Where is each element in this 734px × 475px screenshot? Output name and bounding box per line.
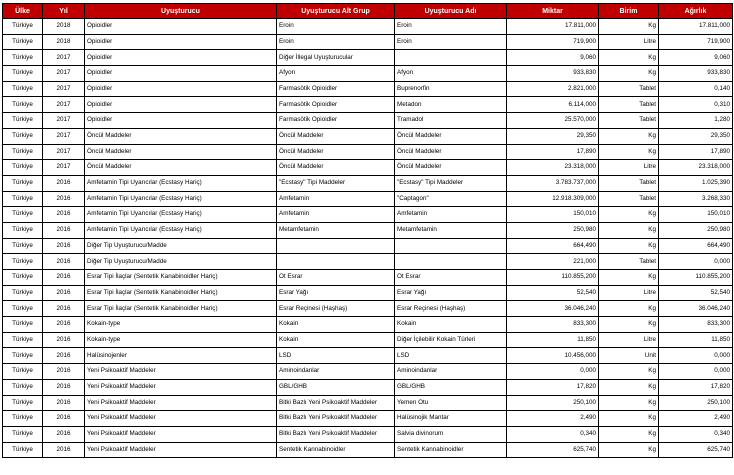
table-row[interactable] (3, 66, 733, 82)
drug-name-cell[interactable]: Öncül Maddeler (395, 128, 507, 144)
table-row[interactable] (3, 175, 733, 191)
drug-name-cell[interactable]: Aminoindanlar (395, 364, 507, 380)
weight-cell[interactable]: 3.268,330 (659, 191, 733, 207)
drug-name-cell[interactable]: Eroin (395, 19, 507, 35)
unit-cell[interactable]: Tablet (599, 81, 659, 97)
drug-subgroup-cell[interactable] (277, 254, 395, 270)
table-row[interactable] (3, 395, 733, 411)
quantity-cell[interactable]: 2,490 (507, 411, 599, 427)
drug-subgroup-cell[interactable]: Öncül Maddeler (277, 160, 395, 176)
year-cell[interactable]: 2016 (43, 270, 85, 286)
drug-subgroup-cell[interactable]: Bitki Bazlı Yeni Psikoaktif Maddeler (277, 395, 395, 411)
drug-name-cell[interactable]: Esrar Reçinesi (Haşhaş) (395, 301, 507, 317)
drug-name-cell[interactable]: Öncül Maddeler (395, 160, 507, 176)
drug-cell[interactable]: Yeni Psikoaktif Maddeler (85, 426, 277, 442)
weight-cell[interactable]: 250,980 (659, 222, 733, 238)
table-row[interactable] (3, 34, 733, 50)
drug-name-cell[interactable] (395, 50, 507, 66)
drug-cell[interactable]: Yeni Psikoaktif Maddeler (85, 442, 277, 458)
weight-cell[interactable]: 150,010 (659, 207, 733, 223)
year-cell[interactable]: 2016 (43, 207, 85, 223)
country-cell[interactable]: Türkiye (3, 395, 43, 411)
drug-cell[interactable]: Opioidler (85, 50, 277, 66)
year-cell[interactable]: 2017 (43, 128, 85, 144)
unit-cell[interactable]: Tablet (599, 113, 659, 129)
quantity-cell[interactable]: 25.570,000 (507, 113, 599, 129)
unit-cell[interactable]: Kg (599, 128, 659, 144)
unit-cell[interactable]: Kg (599, 50, 659, 66)
unit-cell[interactable]: Kg (599, 411, 659, 427)
table-row[interactable] (3, 332, 733, 348)
drug-name-cell[interactable] (395, 238, 507, 254)
quantity-cell[interactable]: 23.318,000 (507, 160, 599, 176)
table-row[interactable] (3, 50, 733, 66)
table-row[interactable] (3, 113, 733, 129)
drug-cell[interactable]: Amfetamin Tipi Uyarıcılar (Ecstasy Hariç) (85, 222, 277, 238)
table-row[interactable] (3, 364, 733, 380)
drug-subgroup-cell[interactable]: GBL/GHB (277, 379, 395, 395)
weight-cell[interactable]: 17,820 (659, 379, 733, 395)
year-cell[interactable]: 2016 (43, 301, 85, 317)
table-row[interactable] (3, 191, 733, 207)
table-body (3, 19, 733, 458)
drug-subgroup-cell[interactable]: Ot Esrar (277, 270, 395, 286)
year-cell[interactable]: 2016 (43, 285, 85, 301)
column-header-unit[interactable]: Birim (599, 4, 659, 19)
drug-cell[interactable]: Esrar Tipi İlaçlar (Sentetik Kanabinoidler Hariç) (85, 301, 277, 317)
table-row[interactable] (3, 128, 733, 144)
column-header-drug[interactable]: Uyuşturucu (85, 4, 277, 19)
weight-cell[interactable]: 0,000 (659, 254, 733, 270)
unit-cell[interactable]: Litre (599, 285, 659, 301)
drug-seizure-sheet (2, 3, 732, 458)
unit-cell[interactable]: Kg (599, 426, 659, 442)
weight-cell[interactable]: 1.025,390 (659, 175, 733, 191)
weight-cell[interactable]: 17,890 (659, 144, 733, 160)
drug-subgroup-cell[interactable]: Sentetik Kannabinoidler (277, 442, 395, 458)
table-row[interactable] (3, 442, 733, 458)
year-cell[interactable]: 2016 (43, 364, 85, 380)
year-cell[interactable]: 2016 (43, 411, 85, 427)
unit-cell[interactable]: Kg (599, 238, 659, 254)
table-row[interactable] (3, 97, 733, 113)
drug-cell[interactable]: Kokain-type (85, 317, 277, 333)
country-cell[interactable]: Türkiye (3, 379, 43, 395)
country-cell[interactable]: Türkiye (3, 285, 43, 301)
drug-name-cell[interactable]: Yemen Otu (395, 395, 507, 411)
drug-cell[interactable]: Amfetamin Tipi Uyarıcılar (Ecstasy Hariç) (85, 175, 277, 191)
country-cell[interactable]: Türkiye (3, 175, 43, 191)
unit-cell[interactable]: Kg (599, 442, 659, 458)
country-cell[interactable]: Türkiye (3, 191, 43, 207)
country-cell[interactable]: Türkiye (3, 332, 43, 348)
quantity-cell[interactable]: 0,340 (507, 426, 599, 442)
drug-name-cell[interactable]: Sentetik Kannabinoidler (395, 442, 507, 458)
quantity-cell[interactable]: 150,010 (507, 207, 599, 223)
country-cell[interactable]: Türkiye (3, 238, 43, 254)
drug-subgroup-cell[interactable]: Amfetamin (277, 191, 395, 207)
unit-cell[interactable]: Tablet (599, 254, 659, 270)
column-header-year[interactable]: Yıl (43, 4, 85, 19)
drug-name-cell[interactable]: Metadon (395, 97, 507, 113)
weight-cell[interactable]: 29,350 (659, 128, 733, 144)
weight-cell[interactable]: 52,540 (659, 285, 733, 301)
weight-cell[interactable]: 719,900 (659, 34, 733, 50)
unit-cell[interactable]: Kg (599, 395, 659, 411)
unit-cell[interactable]: Kg (599, 19, 659, 35)
drug-name-cell[interactable] (395, 254, 507, 270)
drug-cell[interactable]: Öncül Maddeler (85, 144, 277, 160)
header-row (3, 4, 733, 19)
year-cell[interactable]: 2017 (43, 66, 85, 82)
column-header-quantity[interactable]: Miktar (507, 4, 599, 19)
table-row[interactable] (3, 238, 733, 254)
column-header-country[interactable]: Ülke (3, 4, 43, 19)
unit-cell[interactable]: Kg (599, 207, 659, 223)
quantity-cell[interactable]: 719,900 (507, 34, 599, 50)
unit-cell[interactable]: Tablet (599, 97, 659, 113)
year-cell[interactable]: 2016 (43, 175, 85, 191)
table-row[interactable] (3, 411, 733, 427)
country-cell[interactable]: Türkiye (3, 426, 43, 442)
quantity-cell[interactable]: 36.046,240 (507, 301, 599, 317)
weight-cell[interactable]: 250,100 (659, 395, 733, 411)
quantity-cell[interactable]: 9,060 (507, 50, 599, 66)
unit-cell[interactable]: Kg (599, 144, 659, 160)
year-cell[interactable]: 2016 (43, 348, 85, 364)
weight-cell[interactable]: 0,340 (659, 426, 733, 442)
country-cell[interactable]: Türkiye (3, 442, 43, 458)
quantity-cell[interactable]: 664,490 (507, 238, 599, 254)
quantity-cell[interactable]: 17.811,000 (507, 19, 599, 35)
weight-cell[interactable]: 625,740 (659, 442, 733, 458)
table-row[interactable] (3, 285, 733, 301)
drug-subgroup-cell[interactable]: Esrar Reçinesi (Haşhaş) (277, 301, 395, 317)
table-row[interactable] (3, 160, 733, 176)
country-cell[interactable]: Türkiye (3, 222, 43, 238)
drug-name-cell[interactable]: Kokain (395, 317, 507, 333)
table-row[interactable] (3, 222, 733, 238)
drug-name-cell[interactable]: Buprenorfin (395, 81, 507, 97)
weight-cell[interactable]: 664,490 (659, 238, 733, 254)
quantity-cell[interactable]: 6.114,000 (507, 97, 599, 113)
unit-cell[interactable]: Unit (599, 348, 659, 364)
unit-cell[interactable]: Kg (599, 364, 659, 380)
drug-cell[interactable]: Diğer Tip Uyuşturucu/Madde (85, 254, 277, 270)
year-cell[interactable]: 2017 (43, 50, 85, 66)
year-cell[interactable]: 2016 (43, 254, 85, 270)
table-row[interactable] (3, 254, 733, 270)
drug-name-cell[interactable]: Tramadol (395, 113, 507, 129)
weight-cell[interactable]: 2,490 (659, 411, 733, 427)
year-cell[interactable]: 2016 (43, 332, 85, 348)
drug-cell[interactable]: Yeni Psikoaktif Maddeler (85, 395, 277, 411)
country-cell[interactable]: Türkiye (3, 81, 43, 97)
quantity-cell[interactable]: 933,830 (507, 66, 599, 82)
drug-subgroup-cell[interactable]: Öncül Maddeler (277, 144, 395, 160)
weight-cell[interactable]: 110.855,200 (659, 270, 733, 286)
table-row[interactable] (3, 19, 733, 35)
drug-cell[interactable]: Yeni Psikoaktif Maddeler (85, 364, 277, 380)
drug-cell[interactable]: Opioidler (85, 81, 277, 97)
column-header-drug-subgroup[interactable]: Uyuşturucu Alt Grup (277, 4, 395, 19)
year-cell[interactable]: 2016 (43, 426, 85, 442)
drug-cell[interactable]: Opioidler (85, 113, 277, 129)
quantity-cell[interactable]: 250,100 (507, 395, 599, 411)
quantity-cell[interactable]: 10.456,000 (507, 348, 599, 364)
country-cell[interactable]: Türkiye (3, 348, 43, 364)
unit-cell[interactable]: Kg (599, 317, 659, 333)
year-cell[interactable]: 2017 (43, 97, 85, 113)
country-cell[interactable]: Türkiye (3, 254, 43, 270)
seizure-table (2, 3, 733, 458)
year-cell[interactable]: 2016 (43, 222, 85, 238)
year-cell[interactable]: 2017 (43, 160, 85, 176)
country-cell[interactable]: Türkiye (3, 364, 43, 380)
drug-subgroup-cell[interactable]: Amfetamin (277, 207, 395, 223)
year-cell[interactable]: 2017 (43, 144, 85, 160)
drug-name-cell[interactable]: GBL/GHB (395, 379, 507, 395)
weight-cell[interactable]: 933,830 (659, 66, 733, 82)
table-row[interactable] (3, 317, 733, 333)
table-row[interactable] (3, 348, 733, 364)
drug-cell[interactable]: Opioidler (85, 34, 277, 50)
unit-cell[interactable]: Kg (599, 301, 659, 317)
drug-subgroup-cell[interactable]: Diğer İllegal Uyuşturucular (277, 50, 395, 66)
drug-name-cell[interactable]: Ot Esrar (395, 270, 507, 286)
quantity-cell[interactable]: 3.783.737,000 (507, 175, 599, 191)
quantity-cell[interactable]: 833,300 (507, 317, 599, 333)
column-header-weight[interactable]: Ağırlık (659, 4, 733, 19)
weight-cell[interactable]: 0,140 (659, 81, 733, 97)
country-cell[interactable]: Türkiye (3, 411, 43, 427)
weight-cell[interactable]: 0,000 (659, 348, 733, 364)
table-row[interactable] (3, 270, 733, 286)
country-cell[interactable]: Türkiye (3, 128, 43, 144)
table-row[interactable] (3, 81, 733, 97)
drug-cell[interactable]: Opioidler (85, 19, 277, 35)
weight-cell[interactable]: 9,060 (659, 50, 733, 66)
quantity-cell[interactable]: 29,350 (507, 128, 599, 144)
drug-cell[interactable]: Amfetamin Tipi Uyarıcılar (Ecstasy Hariç) (85, 207, 277, 223)
drug-cell[interactable]: Yeni Psikoaktif Maddeler (85, 379, 277, 395)
unit-cell[interactable]: Kg (599, 222, 659, 238)
country-cell[interactable]: Türkiye (3, 66, 43, 82)
drug-cell[interactable]: Öncül Maddeler (85, 160, 277, 176)
year-cell[interactable]: 2016 (43, 191, 85, 207)
country-cell[interactable]: Türkiye (3, 97, 43, 113)
weight-cell[interactable]: 0,000 (659, 364, 733, 380)
drug-cell[interactable]: Diğer Tip Uyuşturucu/Madde (85, 238, 277, 254)
unit-cell[interactable]: Litre (599, 332, 659, 348)
quantity-cell[interactable]: 110.855,200 (507, 270, 599, 286)
drug-subgroup-cell[interactable]: "Ecstasy" Tipi Maddeler (277, 175, 395, 191)
drug-cell[interactable]: Amfetamin Tipi Uyarıcılar (Ecstasy Hariç) (85, 191, 277, 207)
drug-cell[interactable]: Öncül Maddeler (85, 128, 277, 144)
country-cell[interactable]: Türkiye (3, 34, 43, 50)
country-cell[interactable]: Türkiye (3, 301, 43, 317)
year-cell[interactable]: 2018 (43, 34, 85, 50)
drug-subgroup-cell[interactable]: Farmasötik Opioidler (277, 81, 395, 97)
country-cell[interactable]: Türkiye (3, 19, 43, 35)
drug-name-cell[interactable]: Amfetamin (395, 207, 507, 223)
drug-subgroup-cell[interactable]: Eroin (277, 34, 395, 50)
weight-cell[interactable]: 36.046,240 (659, 301, 733, 317)
drug-subgroup-cell[interactable]: Farmasötik Opioidler (277, 97, 395, 113)
drug-subgroup-cell[interactable]: Aminoindanlar (277, 364, 395, 380)
drug-cell[interactable]: Esrar Tipi İlaçlar (Sentetik Kanabinoidler Hariç) (85, 285, 277, 301)
year-cell[interactable]: 2017 (43, 113, 85, 129)
weight-cell[interactable]: 0,310 (659, 97, 733, 113)
drug-name-cell[interactable]: "Ecstasy" Tipi Maddeler (395, 175, 507, 191)
drug-subgroup-cell[interactable]: Öncül Maddeler (277, 128, 395, 144)
drug-name-cell[interactable]: Metamfetamin (395, 222, 507, 238)
weight-cell[interactable]: 833,300 (659, 317, 733, 333)
quantity-cell[interactable]: 250,980 (507, 222, 599, 238)
quantity-cell[interactable]: 221,000 (507, 254, 599, 270)
quantity-cell[interactable]: 52,540 (507, 285, 599, 301)
year-cell[interactable]: 2018 (43, 19, 85, 35)
year-cell[interactable]: 2017 (43, 81, 85, 97)
drug-subgroup-cell[interactable]: Kokain (277, 332, 395, 348)
drug-name-cell[interactable]: LSD (395, 348, 507, 364)
unit-cell[interactable]: Kg (599, 379, 659, 395)
drug-subgroup-cell[interactable]: Kokain (277, 317, 395, 333)
drug-subgroup-cell[interactable]: Bitki Bazlı Yeni Psikoaktif Maddeler (277, 411, 395, 427)
drug-subgroup-cell[interactable]: LSD (277, 348, 395, 364)
table-row[interactable] (3, 379, 733, 395)
table-row[interactable] (3, 426, 733, 442)
drug-subgroup-cell[interactable]: Eroin (277, 19, 395, 35)
weight-cell[interactable]: 1,280 (659, 113, 733, 129)
quantity-cell[interactable]: 0,000 (507, 364, 599, 380)
unit-cell[interactable]: Tablet (599, 191, 659, 207)
year-cell[interactable]: 2016 (43, 395, 85, 411)
drug-subgroup-cell[interactable]: Farmasötik Opioidler (277, 113, 395, 129)
drug-name-cell[interactable]: Halüsinojik Mantar (395, 411, 507, 427)
quantity-cell[interactable]: 12.918.309,000 (507, 191, 599, 207)
drug-subgroup-cell[interactable]: Esrar Yağı (277, 285, 395, 301)
unit-cell[interactable]: Kg (599, 66, 659, 82)
drug-cell[interactable]: Yeni Psikoaktif Maddeler (85, 411, 277, 427)
drug-cell[interactable]: Opioidler (85, 66, 277, 82)
weight-cell[interactable]: 11,850 (659, 332, 733, 348)
drug-cell[interactable]: Kokain-type (85, 332, 277, 348)
quantity-cell[interactable]: 625,740 (507, 442, 599, 458)
drug-name-cell[interactable]: Afyon (395, 66, 507, 82)
drug-cell[interactable]: Opioidler (85, 97, 277, 113)
drug-subgroup-cell[interactable]: Afyon (277, 66, 395, 82)
unit-cell[interactable]: Litre (599, 34, 659, 50)
country-cell[interactable]: Türkiye (3, 160, 43, 176)
drug-name-cell[interactable]: Diğer İçilebilir Kokain Türleri (395, 332, 507, 348)
unit-cell[interactable]: Litre (599, 160, 659, 176)
drug-name-cell[interactable]: "Captagon" (395, 191, 507, 207)
drug-subgroup-cell[interactable]: Bitki Bazlı Yeni Psikoaktif Maddeler (277, 426, 395, 442)
drug-name-cell[interactable]: Salvia divinorum (395, 426, 507, 442)
quantity-cell[interactable]: 17,820 (507, 379, 599, 395)
unit-cell[interactable]: Kg (599, 270, 659, 286)
drug-subgroup-cell[interactable] (277, 238, 395, 254)
country-cell[interactable]: Türkiye (3, 207, 43, 223)
drug-cell[interactable]: Esrar Tipi İlaçlar (Sentetik Kanabinoidler Hariç) (85, 270, 277, 286)
unit-cell[interactable]: Tablet (599, 175, 659, 191)
country-cell[interactable]: Türkiye (3, 50, 43, 66)
country-cell[interactable]: Türkiye (3, 113, 43, 129)
weight-cell[interactable]: 23.318,000 (659, 160, 733, 176)
year-cell[interactable]: 2016 (43, 317, 85, 333)
country-cell[interactable]: Türkiye (3, 144, 43, 160)
quantity-cell[interactable]: 11,850 (507, 332, 599, 348)
year-cell[interactable]: 2016 (43, 238, 85, 254)
quantity-cell[interactable]: 17,890 (507, 144, 599, 160)
year-cell[interactable]: 2016 (43, 379, 85, 395)
weight-cell[interactable]: 17.811,000 (659, 19, 733, 35)
drug-subgroup-cell[interactable]: Metamfetamin (277, 222, 395, 238)
country-cell[interactable]: Türkiye (3, 317, 43, 333)
year-cell[interactable]: 2016 (43, 442, 85, 458)
column-header-drug-name[interactable]: Uyuşturucu Adı (395, 4, 507, 19)
table-row[interactable] (3, 207, 733, 223)
drug-name-cell[interactable]: Öncül Maddeler (395, 144, 507, 160)
quantity-cell[interactable]: 2.821,000 (507, 81, 599, 97)
drug-cell[interactable]: Halüsinojenler (85, 348, 277, 364)
table-row[interactable] (3, 144, 733, 160)
drug-name-cell[interactable]: Esrar Yağı (395, 285, 507, 301)
drug-name-cell[interactable]: Eroin (395, 34, 507, 50)
country-cell[interactable]: Türkiye (3, 270, 43, 286)
table-row[interactable] (3, 301, 733, 317)
